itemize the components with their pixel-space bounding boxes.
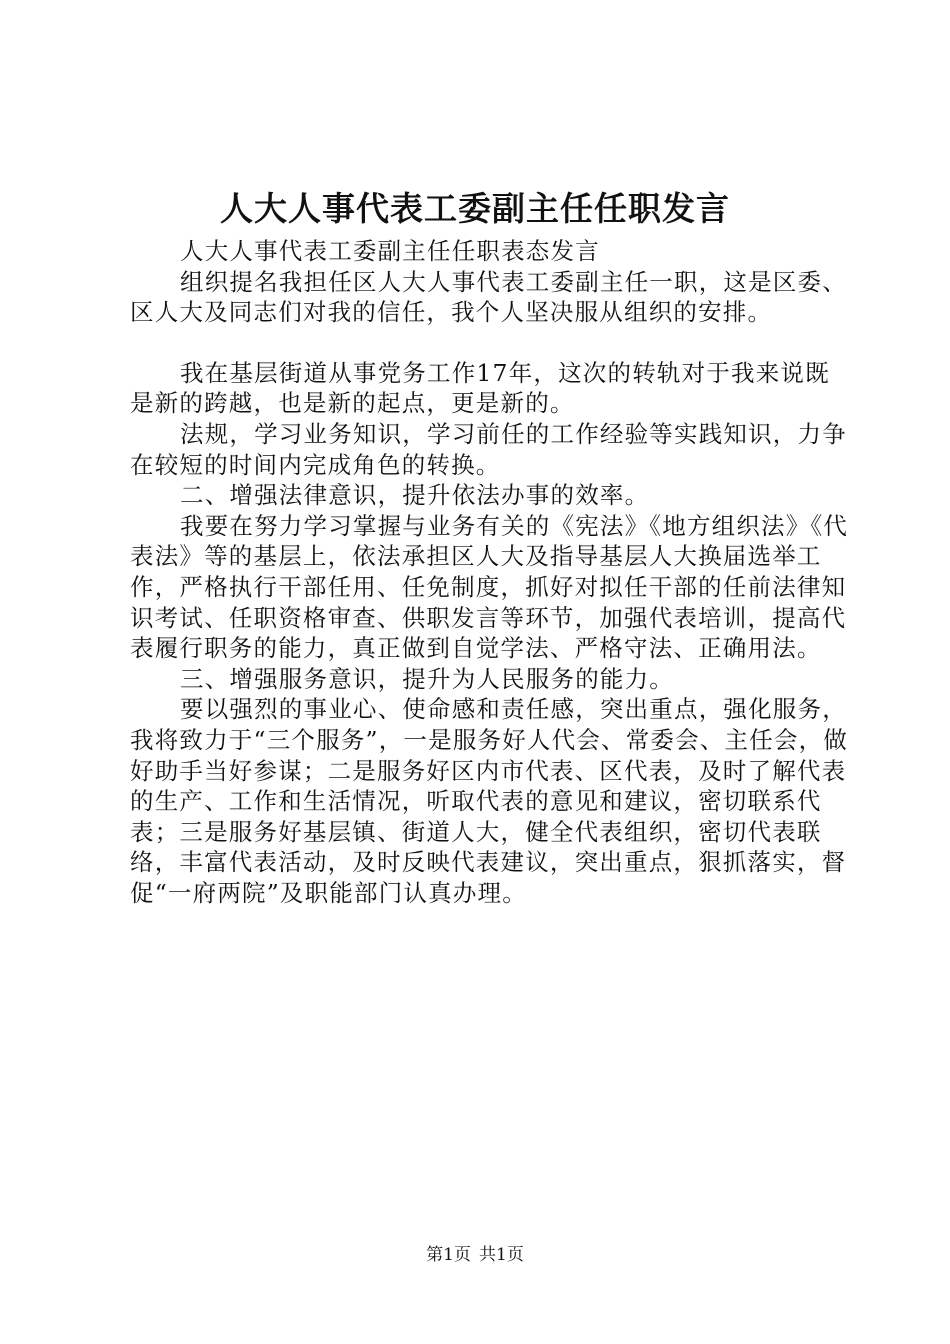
paragraph-appointment: 组织提名我担任区人大人事代表工委副主任一职，这是区委、区人大及同志们对我的信任，我个人坚决服从组织的安排。 [130,267,847,327]
section-heading-law: 二、增强法律意识，提升依法办事的效率。 [180,481,650,510]
paragraph-background: 我在基层街道从事党务工作17年，这次的转轨对于我来说既是新的跨越，也是新的起点，更是新的。 [130,358,830,418]
section-heading-service: 三、增强服务意识，提升为人民服务的能力。 [180,664,674,693]
page-number: 第1页 [426,1245,471,1265]
paragraph-law: 我要在努力学习掌握与业务有关的《宪法》《地方组织法》《代表法》等的基层上，依法承担区人大及指导基层人大换届选举工作，严格执行干部任用、任免制度，抓好对拟任干部的任前法律知识考试、任职资格审查、供职发言等环节，加强代表培训，提高代表履行职务的能力，真正做到自觉学法、严格守法、正确用法。 [130,511,849,663]
paragraph-subtitle: 人大人事代表工委副主任任职表态发言 [180,237,600,265]
document-body [130,236,850,908]
page-footer [0,1243,950,1267]
paragraph-service: 要以强烈的事业心、使命感和责任感，突出重点，强化服务，我将致力于“三个服务”，一是服务好人代会、常委会、主任会，做好助手当好参谋；二是服务好区内市代表、区代表，及时了解代表的生产、工作和生活情况，听取代表的意见和建议，密切联系代表；三是服务好基层镇、街道人大，健全代表组织，密切代表联络，丰富代表活动，及时反映代表建议，突出重点，狠抓落实，督促“一府两院”及职能部门认真办理。 [130,695,849,907]
document-title: 人大人事代表工委副主任任职发言 [220,189,730,228]
paragraph-learning: 法规，学习业务知识，学习前任的工作经验等实践知识，力争在较短的时间内完成角色的转换。 [130,419,847,479]
page-total: 共1页 [479,1245,524,1265]
